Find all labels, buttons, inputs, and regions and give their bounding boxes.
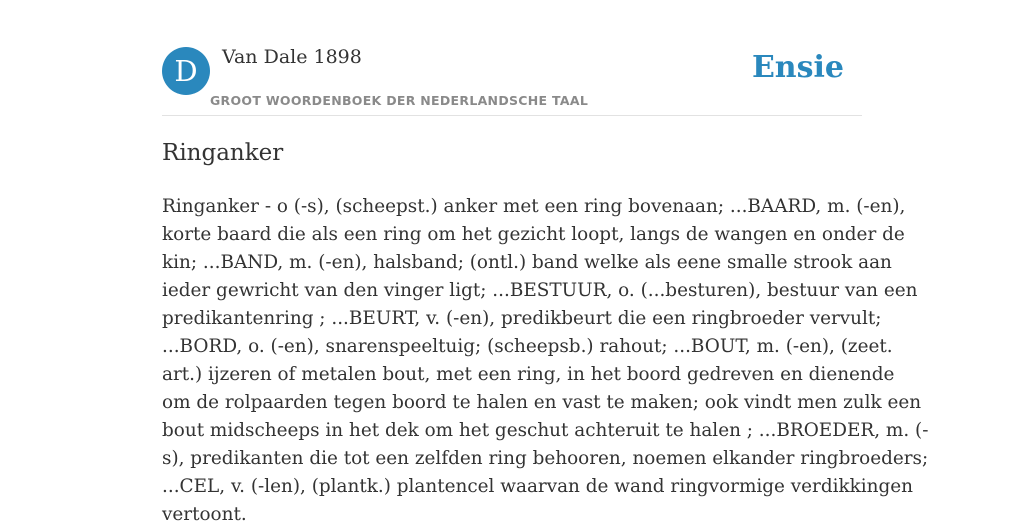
ensie-logo-link[interactable]: Ensie <box>751 50 844 85</box>
definition-line: vertoont. <box>162 504 247 525</box>
definition-line: art.) ijzeren of metalen bout, met een ring, in het boord gedreven en dienende <box>162 364 895 385</box>
source-subtitle: GROOT WOORDENBOEK DER NEDERLANDSCHE TAAL <box>210 93 589 108</box>
source-title[interactable]: Van Dale 1898 <box>222 46 362 68</box>
source-logo[interactable]: D <box>162 47 210 95</box>
definition-line: kin; ...BAND, m. (-en), halsband; (ontl.) band welke als eene smalle strook aan <box>162 252 892 273</box>
definition-line: bout midscheeps in het dek om het geschut achteruit te halen ; ...BROEDER, m. (- <box>162 420 929 441</box>
definition-line: s), predikanten die tot een zelfden ring behooren, noemen elkander ringbroeders; <box>162 448 929 469</box>
definition-line: korte baard die als een ring om het gezicht loopt, langs de wangen en onder de <box>162 224 905 245</box>
entry-definition <box>162 193 929 529</box>
definition-line: om de rolpaarden tegen boord te halen en vast te maken; ook vindt men zulk een <box>162 392 922 413</box>
entry-title: Ringanker <box>162 140 284 166</box>
definition-line: Ringanker - o (-s), (scheepst.) anker met een ring bovenaan; ...BAARD, m. (-en), <box>162 196 906 217</box>
definition-line: ...CEL, v. (-len), (plantk.) plantencel waarvan de wand ringvormige verdikkingen <box>162 476 914 497</box>
definition-line: predikantenring ; ...BEURT, v. (-en), predikbeurt die een ringbroeder vervult; <box>162 308 882 329</box>
header <box>162 42 862 116</box>
definition-line: ieder gewricht van den vinger ligt; ...BESTUUR, o. (...besturen), bestuur van een <box>162 280 918 301</box>
definition-line: ...BORD, o. (-en), snarenspeeltuig; (scheepsb.) rahout; ...BOUT, m. (-en), (zeet. <box>162 336 893 357</box>
